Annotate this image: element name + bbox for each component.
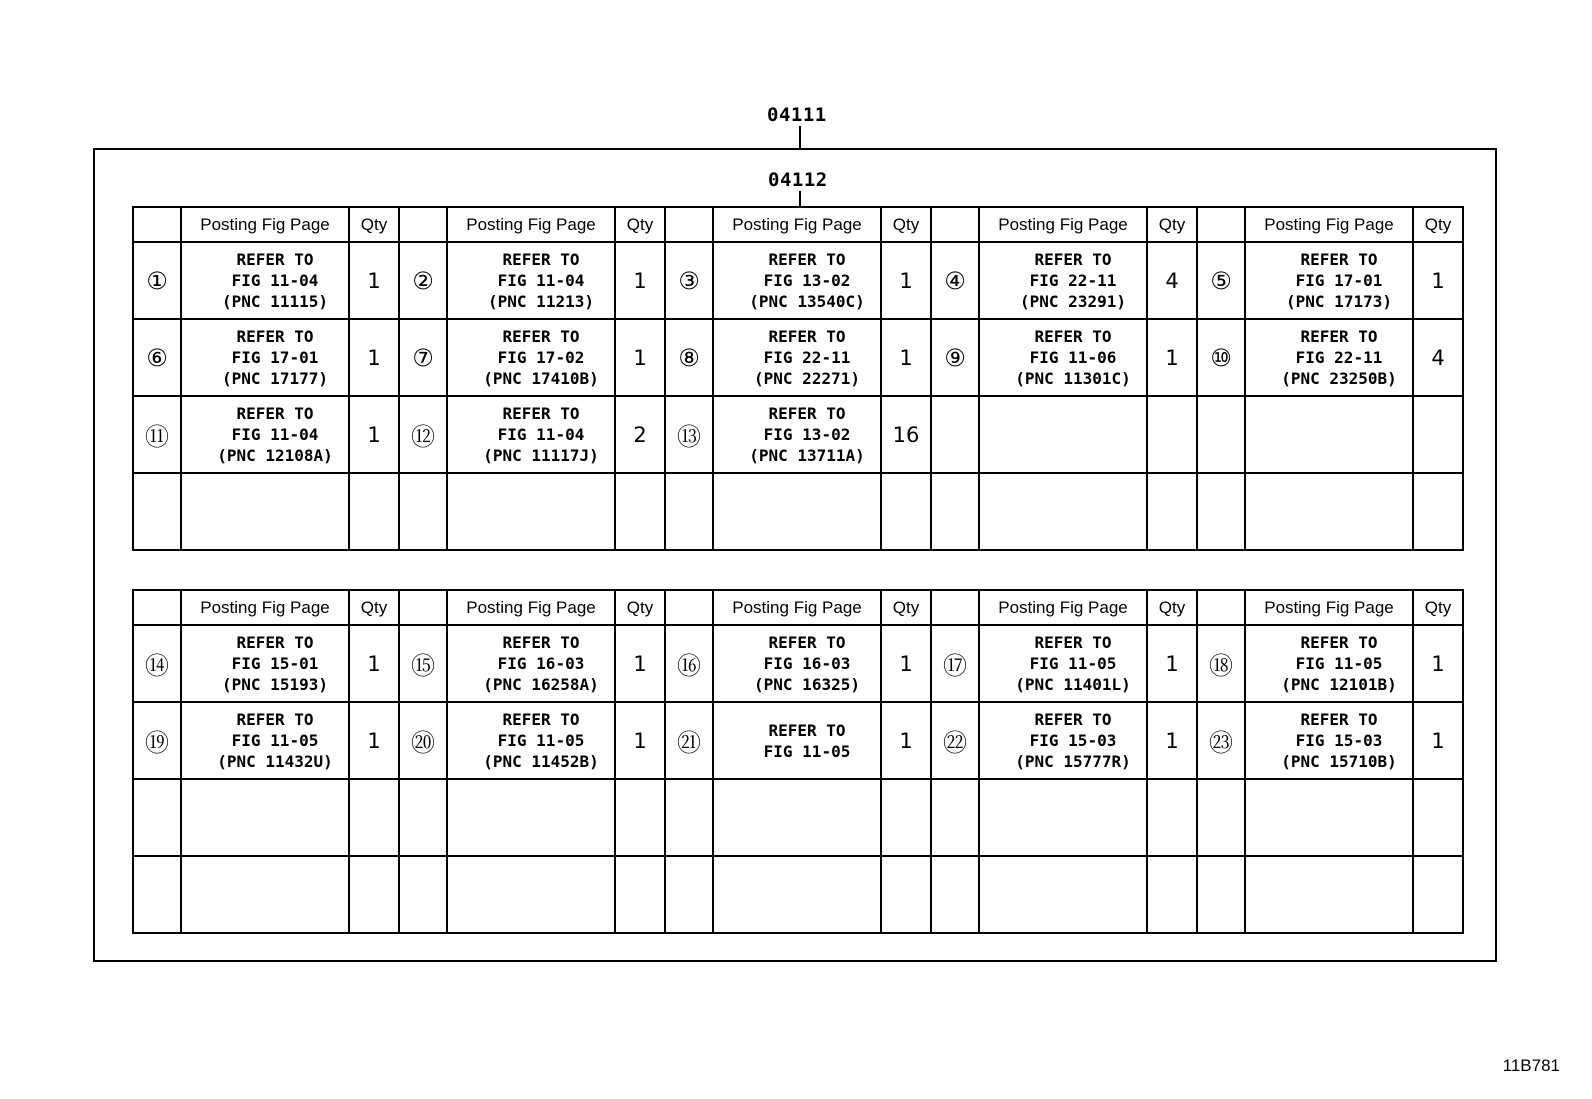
quantity: 1 <box>615 319 665 396</box>
item-number <box>665 779 713 856</box>
reference-line: FIG 17-01 <box>231 348 319 367</box>
item-number: ⑤ <box>1197 242 1245 319</box>
reference-line: FIG 11-04 <box>497 425 585 444</box>
quantity <box>349 856 399 933</box>
reference-line: (PNC 13540C) <box>749 292 865 311</box>
header-item-number-cell <box>133 590 181 625</box>
reference-line: REFER TO <box>1300 633 1378 652</box>
table-row <box>133 856 1463 933</box>
posting-reference <box>447 242 615 319</box>
reference-line: REFER TO <box>768 720 846 740</box>
posting-reference <box>181 473 349 550</box>
quantity: 1 <box>1413 625 1463 702</box>
item-number: ⑩ <box>1197 319 1245 396</box>
table-2-body <box>133 590 1463 933</box>
posting-reference <box>979 702 1147 779</box>
quantity <box>349 473 399 550</box>
posting-reference <box>979 396 1147 473</box>
quantity <box>1413 473 1463 550</box>
reference-line: REFER TO <box>502 327 580 346</box>
quantity: 4 <box>1147 242 1197 319</box>
reference-line: FIG 22-11 <box>1029 271 1117 290</box>
quantity: 4 <box>1413 319 1463 396</box>
item-number: ⑱ <box>1197 625 1245 702</box>
quantity <box>615 779 665 856</box>
reference-line: REFER TO <box>236 327 314 346</box>
reference-line: REFER TO <box>1034 633 1112 652</box>
header-qty: Qty <box>349 590 399 625</box>
reference-line: FIG 16-03 <box>763 654 851 673</box>
reference-line: FIG 15-01 <box>231 654 319 673</box>
quantity <box>1413 856 1463 933</box>
item-number <box>133 856 181 933</box>
reference-line: REFER TO <box>1300 250 1378 269</box>
item-number: ⑫ <box>399 396 447 473</box>
reference-line: REFER TO <box>502 633 580 652</box>
posting-reference <box>713 779 881 856</box>
posting-reference <box>979 856 1147 933</box>
reference-line: REFER TO <box>236 710 314 729</box>
reference-line: (PNC 11401L) <box>1015 675 1131 694</box>
posting-reference <box>1245 473 1413 550</box>
reference-line: REFER TO <box>768 633 846 652</box>
table-header-row <box>133 207 1463 242</box>
item-number: ② <box>399 242 447 319</box>
header-qty: Qty <box>1413 590 1463 625</box>
reference-line: (PNC 11117J) <box>483 446 599 465</box>
reference-line: REFER TO <box>502 710 580 729</box>
quantity: 1 <box>881 319 931 396</box>
item-number: ④ <box>931 242 979 319</box>
posting-reference <box>1245 319 1413 396</box>
reference-line: (PNC 11115) <box>222 292 328 311</box>
header-posting-fig-page: Posting Fig Page <box>1245 590 1413 625</box>
quantity <box>1147 779 1197 856</box>
quantity: 1 <box>615 625 665 702</box>
item-number <box>665 473 713 550</box>
reference-line: (PNC 11432U) <box>217 752 333 771</box>
item-number: ⑧ <box>665 319 713 396</box>
subassembly-part-number: 04112 <box>768 169 828 191</box>
posting-reference <box>181 625 349 702</box>
item-number <box>133 779 181 856</box>
posting-reference <box>447 396 615 473</box>
item-number <box>1197 779 1245 856</box>
quantity: 1 <box>349 242 399 319</box>
reference-line: (PNC 23291) <box>1020 292 1126 311</box>
item-number: ⑳ <box>399 702 447 779</box>
reference-line: (PNC 16325) <box>754 675 860 694</box>
reference-line: FIG 11-06 <box>1029 348 1117 367</box>
reference-line: (PNC 11213) <box>488 292 594 311</box>
item-number: ⑯ <box>665 625 713 702</box>
quantity: 1 <box>1147 702 1197 779</box>
table-row <box>133 396 1463 473</box>
item-number <box>931 396 979 473</box>
item-number <box>399 779 447 856</box>
posting-reference <box>713 396 881 473</box>
reference-line: FIG 11-05 <box>497 731 585 750</box>
quantity: 1 <box>1413 242 1463 319</box>
reference-line: FIG 22-11 <box>1295 348 1383 367</box>
table-row <box>133 625 1463 702</box>
reference-line: FIG 17-01 <box>1295 271 1383 290</box>
quantity: 1 <box>1147 625 1197 702</box>
posting-reference <box>447 856 615 933</box>
posting-reference <box>1245 779 1413 856</box>
header-item-number-cell <box>931 207 979 242</box>
posting-reference <box>1245 702 1413 779</box>
header-qty: Qty <box>1147 590 1197 625</box>
item-number: ⑮ <box>399 625 447 702</box>
item-number <box>931 473 979 550</box>
reference-line: (PNC 13711A) <box>749 446 865 465</box>
quantity <box>615 856 665 933</box>
header-item-number-cell <box>665 207 713 242</box>
quantity: 2 <box>615 396 665 473</box>
posting-reference <box>181 702 349 779</box>
reference-line: FIG 11-05 <box>763 741 851 761</box>
header-item-number-cell <box>1197 207 1245 242</box>
posting-reference <box>447 473 615 550</box>
item-number: ㉒ <box>931 702 979 779</box>
header-posting-fig-page: Posting Fig Page <box>713 590 881 625</box>
posting-reference <box>181 242 349 319</box>
posting-reference <box>447 779 615 856</box>
header-qty: Qty <box>349 207 399 242</box>
item-number <box>399 473 447 550</box>
posting-reference <box>979 242 1147 319</box>
reference-line: (PNC 23250B) <box>1281 369 1397 388</box>
header-posting-fig-page: Posting Fig Page <box>979 207 1147 242</box>
posting-reference <box>713 625 881 702</box>
item-number: ㉓ <box>1197 702 1245 779</box>
parts-reference-table-2 <box>132 589 1464 934</box>
header-item-number-cell <box>133 207 181 242</box>
reference-line: (PNC 17173) <box>1286 292 1392 311</box>
subassembly-leader-line <box>799 191 801 207</box>
posting-reference <box>979 473 1147 550</box>
header-posting-fig-page: Posting Fig Page <box>1245 207 1413 242</box>
posting-reference <box>181 779 349 856</box>
quantity <box>1413 396 1463 473</box>
quantity: 1 <box>349 625 399 702</box>
reference-line: FIG 16-03 <box>497 654 585 673</box>
header-item-number-cell <box>399 207 447 242</box>
quantity: 1 <box>615 242 665 319</box>
header-posting-fig-page: Posting Fig Page <box>447 207 615 242</box>
quantity: 1 <box>881 242 931 319</box>
posting-reference <box>713 473 881 550</box>
quantity: 1 <box>349 396 399 473</box>
reference-line: REFER TO <box>768 404 846 423</box>
posting-reference <box>713 242 881 319</box>
reference-line: FIG 11-04 <box>231 271 319 290</box>
item-number: ⑰ <box>931 625 979 702</box>
table-row <box>133 319 1463 396</box>
reference-line: REFER TO <box>236 404 314 423</box>
header-posting-fig-page: Posting Fig Page <box>181 590 349 625</box>
item-number: ③ <box>665 242 713 319</box>
item-number <box>1197 856 1245 933</box>
quantity <box>1413 779 1463 856</box>
posting-reference <box>447 702 615 779</box>
item-number: ⑭ <box>133 625 181 702</box>
reference-line: FIG 11-05 <box>231 731 319 750</box>
posting-reference <box>447 625 615 702</box>
reference-line: REFER TO <box>1300 710 1378 729</box>
posting-reference <box>181 319 349 396</box>
reference-line: (PNC 15710B) <box>1281 752 1397 771</box>
reference-line: (PNC 22271) <box>754 369 860 388</box>
reference-line: REFER TO <box>768 327 846 346</box>
table-row <box>133 473 1463 550</box>
reference-line: REFER TO <box>1034 250 1112 269</box>
reference-line: REFER TO <box>1034 710 1112 729</box>
header-item-number-cell <box>399 590 447 625</box>
header-posting-fig-page: Posting Fig Page <box>979 590 1147 625</box>
item-number <box>665 856 713 933</box>
header-posting-fig-page: Posting Fig Page <box>447 590 615 625</box>
quantity <box>881 473 931 550</box>
reference-line: FIG 15-03 <box>1295 731 1383 750</box>
quantity: 1 <box>615 702 665 779</box>
quantity: 1 <box>1413 702 1463 779</box>
diagram-code: 11B781 <box>1502 1056 1560 1075</box>
header-posting-fig-page: Posting Fig Page <box>713 207 881 242</box>
item-number: ⑪ <box>133 396 181 473</box>
quantity: 1 <box>881 625 931 702</box>
header-item-number-cell <box>665 590 713 625</box>
reference-line: REFER TO <box>502 250 580 269</box>
reference-line: REFER TO <box>1300 327 1378 346</box>
reference-line: REFER TO <box>236 250 314 269</box>
reference-line: FIG 13-02 <box>763 425 851 444</box>
reference-line: FIG 17-02 <box>497 348 585 367</box>
reference-line: REFER TO <box>502 404 580 423</box>
reference-line: FIG 15-03 <box>1029 731 1117 750</box>
quantity: 1 <box>1147 319 1197 396</box>
item-number <box>399 856 447 933</box>
header-item-number-cell <box>931 590 979 625</box>
header-posting-fig-page: Posting Fig Page <box>181 207 349 242</box>
item-number: ⑦ <box>399 319 447 396</box>
item-number: ⑲ <box>133 702 181 779</box>
posting-reference <box>713 702 881 779</box>
item-number: ㉑ <box>665 702 713 779</box>
posting-reference <box>979 779 1147 856</box>
item-number: ⑬ <box>665 396 713 473</box>
parts-reference-table-1 <box>132 206 1464 551</box>
reference-line: REFER TO <box>236 633 314 652</box>
header-qty: Qty <box>881 207 931 242</box>
reference-line: (PNC 12101B) <box>1281 675 1397 694</box>
reference-line: REFER TO <box>1034 327 1112 346</box>
posting-reference <box>1245 242 1413 319</box>
quantity <box>1147 396 1197 473</box>
posting-reference <box>713 319 881 396</box>
quantity <box>615 473 665 550</box>
reference-line: (PNC 11452B) <box>483 752 599 771</box>
assembly-leader-line <box>799 126 801 148</box>
reference-line: (PNC 17177) <box>222 369 328 388</box>
item-number <box>931 779 979 856</box>
item-number <box>931 856 979 933</box>
quantity <box>1147 473 1197 550</box>
quantity: 1 <box>881 702 931 779</box>
table-row <box>133 242 1463 319</box>
reference-line: FIG 11-04 <box>497 271 585 290</box>
item-number <box>1197 473 1245 550</box>
reference-line: REFER TO <box>768 250 846 269</box>
posting-reference <box>713 856 881 933</box>
table-header-row <box>133 590 1463 625</box>
posting-reference <box>181 396 349 473</box>
table-1-body <box>133 207 1463 550</box>
posting-reference <box>1245 625 1413 702</box>
posting-reference <box>447 319 615 396</box>
quantity: 16 <box>881 396 931 473</box>
quantity <box>349 779 399 856</box>
posting-reference <box>181 856 349 933</box>
item-number <box>1197 396 1245 473</box>
posting-reference <box>1245 396 1413 473</box>
header-item-number-cell <box>1197 590 1245 625</box>
reference-line: FIG 13-02 <box>763 271 851 290</box>
item-number: ① <box>133 242 181 319</box>
table-row <box>133 779 1463 856</box>
reference-line: (PNC 15193) <box>222 675 328 694</box>
reference-line: FIG 11-05 <box>1029 654 1117 673</box>
quantity: 1 <box>349 319 399 396</box>
reference-line: (PNC 15777R) <box>1015 752 1131 771</box>
assembly-part-number: 04111 <box>767 104 827 126</box>
header-qty: Qty <box>615 590 665 625</box>
quantity <box>881 779 931 856</box>
posting-reference <box>1245 856 1413 933</box>
reference-line: FIG 22-11 <box>763 348 851 367</box>
table-row <box>133 702 1463 779</box>
header-qty: Qty <box>1147 207 1197 242</box>
quantity <box>881 856 931 933</box>
reference-line: (PNC 17410B) <box>483 369 599 388</box>
posting-reference <box>979 319 1147 396</box>
quantity: 1 <box>349 702 399 779</box>
reference-line: FIG 11-04 <box>231 425 319 444</box>
header-qty: Qty <box>881 590 931 625</box>
header-qty: Qty <box>1413 207 1463 242</box>
reference-line: (PNC 16258A) <box>483 675 599 694</box>
item-number: ⑥ <box>133 319 181 396</box>
reference-line: (PNC 12108A) <box>217 446 333 465</box>
header-qty: Qty <box>615 207 665 242</box>
item-number <box>133 473 181 550</box>
posting-reference <box>979 625 1147 702</box>
item-number: ⑨ <box>931 319 979 396</box>
quantity <box>1147 856 1197 933</box>
reference-line: FIG 11-05 <box>1295 654 1383 673</box>
reference-line: (PNC 11301C) <box>1015 369 1131 388</box>
